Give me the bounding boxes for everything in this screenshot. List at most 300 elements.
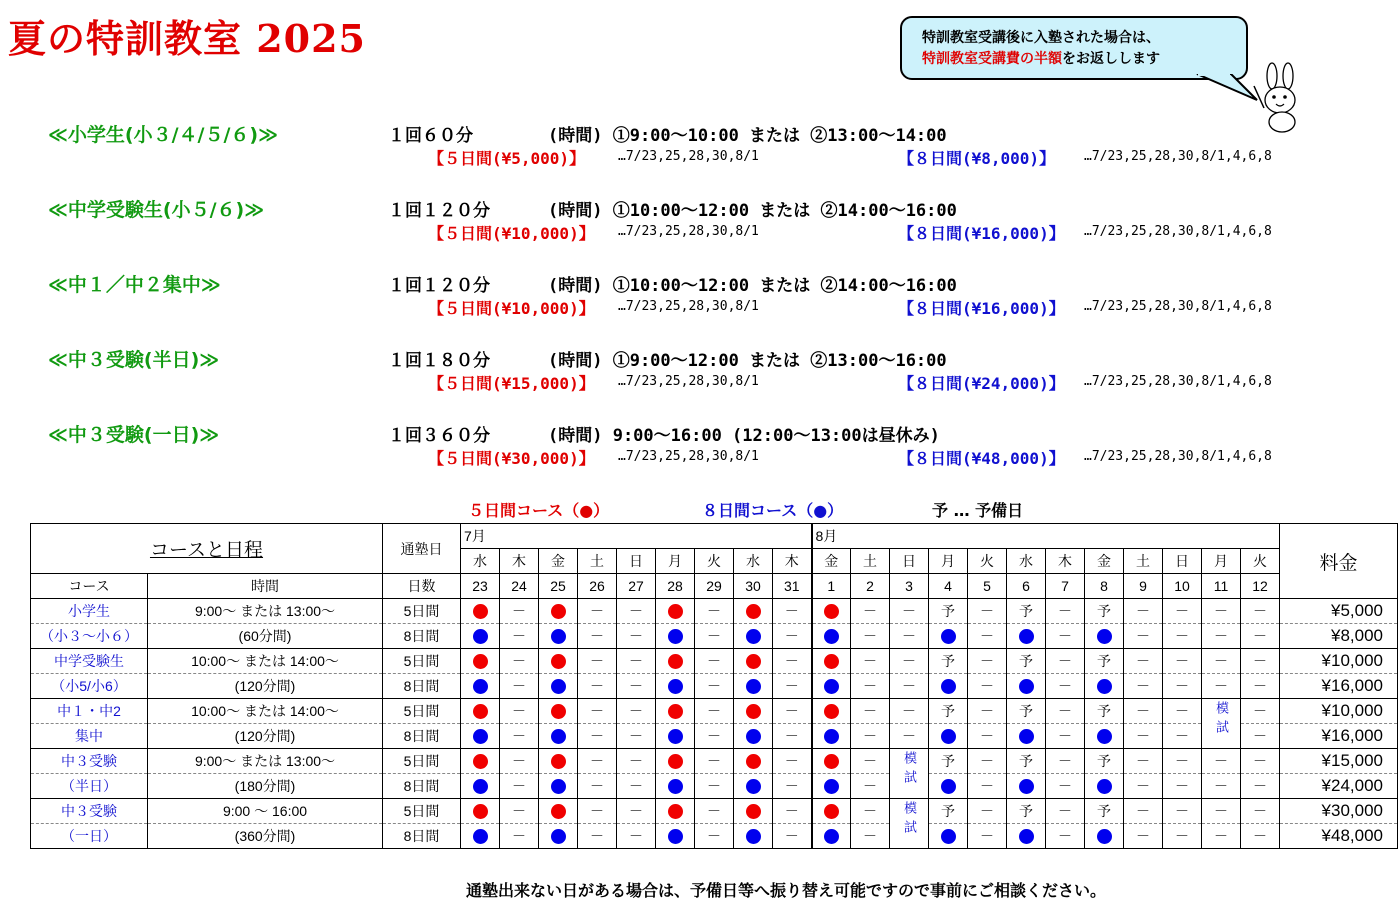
empty-day-cell: － <box>1241 599 1280 624</box>
empty-day-cell: － <box>1046 774 1085 799</box>
empty-day-cell: － <box>968 749 1007 774</box>
five-day-dot <box>656 649 695 674</box>
empty-day-cell: － <box>500 774 539 799</box>
date-cell: 25 <box>539 574 578 599</box>
weekday-cell: 木 <box>1046 549 1085 574</box>
eight-day-dot <box>539 774 578 799</box>
empty-day-cell: － <box>968 649 1007 674</box>
weekday-cell: 金 <box>539 549 578 574</box>
empty-day-cell: － <box>773 824 812 849</box>
attend-header: 通塾日 <box>383 524 461 574</box>
empty-day-cell: － <box>578 774 617 799</box>
reserve-day-cell: 予 <box>1085 649 1124 674</box>
weekday-cell: 火 <box>695 549 734 574</box>
empty-day-cell: － <box>1124 624 1163 649</box>
empty-day-cell: － <box>1124 799 1163 824</box>
course-time-cell: 10:00～ または 14:00～ <box>148 699 383 724</box>
table-row <box>31 599 1398 624</box>
fee-cell: ¥5,000 <box>1280 599 1398 624</box>
empty-day-cell: － <box>968 724 1007 749</box>
legend-eight-day: ８日間コース（●） <box>702 501 844 520</box>
mock-exam-cell <box>890 799 929 849</box>
red-dot-icon <box>473 704 488 719</box>
five-day-price: 【５日間(¥5,000)】 <box>428 149 586 168</box>
empty-day-cell: － <box>578 624 617 649</box>
five-day-dot <box>656 799 695 824</box>
course-name-cell: 中３受験 <box>31 749 148 774</box>
empty-day-cell: － <box>617 674 656 699</box>
empty-day-cell: － <box>773 799 812 824</box>
reserve-day-cell: 予 <box>929 699 968 724</box>
empty-day-cell: － <box>890 699 929 724</box>
empty-day-cell: － <box>851 749 890 774</box>
date-cell: 6 <box>1007 574 1046 599</box>
course-time-cell: (180分間) <box>148 774 383 799</box>
reserve-day-cell: 予 <box>1007 699 1046 724</box>
empty-day-cell: － <box>1241 749 1280 774</box>
five-day-dot <box>734 599 773 624</box>
empty-day-cell: － <box>1163 799 1202 824</box>
red-dot-icon <box>746 704 761 719</box>
fee-cell: ¥30,000 <box>1280 799 1398 824</box>
eight-day-dot <box>734 624 773 649</box>
schedule-table <box>30 523 1398 849</box>
weekday-cell: 木 <box>500 549 539 574</box>
five-day-dates: …7/23,25,28,30,8/1 <box>618 224 759 239</box>
weekday-cell: 水 <box>461 549 500 574</box>
course-col-header: コース <box>31 574 148 599</box>
five-day-dot <box>656 699 695 724</box>
fee-cell: ¥48,000 <box>1280 824 1398 849</box>
table-title: コースと日程 <box>31 524 383 574</box>
empty-day-cell: － <box>1124 774 1163 799</box>
empty-day-cell: － <box>1124 599 1163 624</box>
table-row <box>31 649 1398 674</box>
empty-day-cell: － <box>578 674 617 699</box>
days-cell: 5日間 <box>383 599 461 624</box>
blue-dot-icon <box>824 779 839 794</box>
days-cell: 8日間 <box>383 624 461 649</box>
empty-day-cell: － <box>500 699 539 724</box>
blue-dot-icon <box>941 779 956 794</box>
legend-reserve: 予 … 予備日 <box>932 501 1024 520</box>
red-dot-icon <box>551 654 566 669</box>
five-day-dot <box>539 749 578 774</box>
red-dot-icon <box>746 604 761 619</box>
empty-day-cell: － <box>500 599 539 624</box>
reserve-day-cell: 予 <box>1007 749 1046 774</box>
red-dot-icon <box>746 754 761 769</box>
empty-day-cell: － <box>773 624 812 649</box>
blue-dot-icon <box>668 779 683 794</box>
course-time-cell: (360分間) <box>148 824 383 849</box>
blue-dot-icon <box>746 679 761 694</box>
eight-day-dot <box>461 774 500 799</box>
empty-day-cell: － <box>617 749 656 774</box>
eight-day-dot <box>929 824 968 849</box>
reserve-day-cell: 予 <box>1085 749 1124 774</box>
fee-cell: ¥16,000 <box>1280 674 1398 699</box>
days-cell: 5日間 <box>383 749 461 774</box>
date-cell: 4 <box>929 574 968 599</box>
empty-day-cell: － <box>851 824 890 849</box>
empty-day-cell: － <box>1241 724 1280 749</box>
eight-day-dot <box>1085 624 1124 649</box>
weekday-cell: 火 <box>968 549 1007 574</box>
empty-day-cell: － <box>1163 699 1202 724</box>
eight-day-dot <box>929 724 968 749</box>
weekday-cell: 水 <box>1007 549 1046 574</box>
empty-day-cell: － <box>578 749 617 774</box>
red-dot-icon <box>668 754 683 769</box>
course-time-cell: 9:00～ または 13:00～ <box>148 599 383 624</box>
empty-day-cell: － <box>1124 724 1163 749</box>
eight-day-dot <box>929 774 968 799</box>
eight-day-dot <box>539 674 578 699</box>
red-dot-icon <box>551 604 566 619</box>
reserve-day-cell: 予 <box>1007 649 1046 674</box>
blue-dot-icon <box>551 679 566 694</box>
eight-day-dot <box>461 624 500 649</box>
empty-day-cell: － <box>695 674 734 699</box>
empty-day-cell: － <box>968 799 1007 824</box>
empty-day-cell: － <box>617 799 656 824</box>
blue-dot-icon <box>668 829 683 844</box>
red-dot-icon <box>551 704 566 719</box>
empty-day-cell: － <box>890 624 929 649</box>
date-cell: 28 <box>656 574 695 599</box>
eight-day-dot <box>656 774 695 799</box>
notice-line-1: 特訓教室受講後に入塾された場合は、 <box>922 30 1160 46</box>
reserve-day-cell: 予 <box>1085 599 1124 624</box>
blue-dot-icon <box>824 729 839 744</box>
weekday-cell: 日 <box>890 549 929 574</box>
empty-day-cell: － <box>1046 649 1085 674</box>
empty-day-cell: － <box>617 649 656 674</box>
empty-day-cell: － <box>500 624 539 649</box>
date-cell: 31 <box>773 574 812 599</box>
five-day-dot <box>734 649 773 674</box>
empty-day-cell: － <box>617 774 656 799</box>
date-cell: 3 <box>890 574 929 599</box>
blue-dot-icon <box>668 629 683 644</box>
empty-day-cell: － <box>578 599 617 624</box>
date-cell: 24 <box>500 574 539 599</box>
course-name-cell: （小5/小6） <box>31 674 148 699</box>
course-time: (時間) 9:00～16:00 (12:00～13:00は昼休み) <box>548 426 940 446</box>
eight-day-dot <box>812 624 851 649</box>
empty-day-cell: － <box>1202 649 1241 674</box>
days-col-header: 日数 <box>383 574 461 599</box>
five-day-dot <box>461 699 500 724</box>
empty-day-cell: － <box>1046 624 1085 649</box>
table-row <box>31 799 1398 824</box>
eight-day-dot <box>1007 624 1046 649</box>
empty-day-cell: － <box>1124 649 1163 674</box>
blue-dot-icon <box>1097 629 1112 644</box>
empty-day-cell: － <box>695 799 734 824</box>
empty-day-cell: － <box>1202 824 1241 849</box>
date-cell: 12 <box>1241 574 1280 599</box>
eight-day-dot <box>734 774 773 799</box>
date-cell: 23 <box>461 574 500 599</box>
blue-dot-icon <box>551 779 566 794</box>
empty-day-cell: － <box>1241 699 1280 724</box>
blue-dot-icon <box>473 679 488 694</box>
empty-day-cell: － <box>851 724 890 749</box>
empty-day-cell: － <box>500 674 539 699</box>
empty-day-cell: － <box>617 624 656 649</box>
days-cell: 5日間 <box>383 649 461 674</box>
five-day-price: 【５日間(¥15,000)】 <box>428 374 595 393</box>
blue-dot-icon <box>473 779 488 794</box>
course-time-cell: (120分間) <box>148 724 383 749</box>
eight-day-dot <box>734 824 773 849</box>
empty-day-cell: － <box>968 699 1007 724</box>
empty-day-cell: － <box>617 699 656 724</box>
course-time-cell: 9:00～ または 13:00～ <box>148 749 383 774</box>
empty-day-cell: － <box>695 824 734 849</box>
fee-cell: ¥15,000 <box>1280 749 1398 774</box>
five-day-dot <box>734 749 773 774</box>
five-day-dot <box>734 699 773 724</box>
empty-day-cell: － <box>500 724 539 749</box>
empty-day-cell: － <box>617 724 656 749</box>
blue-dot-icon <box>551 829 566 844</box>
empty-day-cell: － <box>773 774 812 799</box>
red-dot-icon <box>824 604 839 619</box>
reserve-day-cell: 予 <box>929 599 968 624</box>
empty-day-cell: － <box>1241 799 1280 824</box>
course-name: ≪中３受験(半日)≫ <box>48 349 220 371</box>
weekday-cell: 金 <box>1085 549 1124 574</box>
course-time: (時間) ①9:00～12:00 または ②13:00～16:00 <box>548 351 947 371</box>
blue-dot-icon <box>473 829 488 844</box>
eight-day-dot <box>929 624 968 649</box>
blue-dot-icon <box>551 629 566 644</box>
empty-day-cell: － <box>617 824 656 849</box>
blue-dot-icon <box>941 629 956 644</box>
empty-day-cell: － <box>851 649 890 674</box>
five-day-dates: …7/23,25,28,30,8/1 <box>618 449 759 464</box>
five-day-dot <box>461 749 500 774</box>
empty-day-cell: － <box>968 774 1007 799</box>
course-block <box>48 195 1348 249</box>
eight-day-dot <box>656 624 695 649</box>
course-name: ≪中１／中２集中≫ <box>48 274 221 296</box>
empty-day-cell: － <box>773 599 812 624</box>
blue-dot-icon <box>1019 629 1034 644</box>
weekday-cell: 火 <box>1241 549 1280 574</box>
blue-dot-icon <box>941 679 956 694</box>
eight-day-dot <box>539 724 578 749</box>
eight-day-dot <box>1085 774 1124 799</box>
blue-dot-icon <box>1097 829 1112 844</box>
red-dot-icon <box>668 604 683 619</box>
five-day-price: 【５日間(¥10,000)】 <box>428 224 595 243</box>
red-dot-icon <box>551 754 566 769</box>
table-row <box>31 624 1398 649</box>
empty-day-cell: － <box>695 624 734 649</box>
reserve-day-cell: 予 <box>929 749 968 774</box>
empty-day-cell: － <box>578 724 617 749</box>
course-name-cell: （小３～小６） <box>31 624 148 649</box>
eight-day-dates: …7/23,25,28,30,8/1,4,6,8 <box>1084 299 1272 314</box>
eight-day-dot <box>461 824 500 849</box>
five-day-dot <box>812 799 851 824</box>
eight-day-dates: …7/23,25,28,30,8/1,4,6,8 <box>1084 449 1272 464</box>
empty-day-cell: － <box>851 799 890 824</box>
red-dot-icon <box>746 654 761 669</box>
fee-cell: ¥24,000 <box>1280 774 1398 799</box>
course-name-cell: 集中 <box>31 724 148 749</box>
weekday-cell: 日 <box>1163 549 1202 574</box>
days-cell: 8日間 <box>383 824 461 849</box>
blue-dot-icon <box>473 729 488 744</box>
empty-day-cell: － <box>578 699 617 724</box>
mock-exam-cell <box>1202 699 1241 749</box>
legend-five-day: ５日間コース（●） <box>468 501 610 520</box>
empty-day-cell: － <box>1046 749 1085 774</box>
date-cell: 5 <box>968 574 1007 599</box>
blue-dot-icon <box>1097 679 1112 694</box>
empty-day-cell: － <box>1046 824 1085 849</box>
weekday-cell: 土 <box>851 549 890 574</box>
course-name-cell: 小学生 <box>31 599 148 624</box>
eight-day-dot <box>656 824 695 849</box>
course-time-cell: (120分間) <box>148 674 383 699</box>
red-dot-icon <box>824 704 839 719</box>
five-day-dot <box>539 799 578 824</box>
empty-day-cell: － <box>1202 624 1241 649</box>
table-row <box>31 674 1398 699</box>
date-cell: 9 <box>1124 574 1163 599</box>
five-day-dot <box>812 699 851 724</box>
weekday-cell: 木 <box>773 549 812 574</box>
table-row <box>31 699 1398 724</box>
empty-day-cell: － <box>500 649 539 674</box>
empty-day-cell: － <box>890 674 929 699</box>
five-day-dot <box>461 599 500 624</box>
empty-day-cell: － <box>851 674 890 699</box>
blue-dot-icon <box>1019 679 1034 694</box>
weekday-cell: 月 <box>929 549 968 574</box>
fee-header: 料金 <box>1280 524 1398 599</box>
blue-dot-icon <box>746 729 761 744</box>
eight-day-dot <box>812 774 851 799</box>
course-name-cell: （一日） <box>31 824 148 849</box>
eight-day-dot <box>929 674 968 699</box>
empty-day-cell: － <box>968 674 1007 699</box>
days-cell: 5日間 <box>383 699 461 724</box>
empty-day-cell: － <box>773 649 812 674</box>
course-duration: １回１８０分 <box>388 351 490 371</box>
empty-day-cell: － <box>1163 824 1202 849</box>
blue-dot-icon <box>1019 779 1034 794</box>
empty-day-cell: － <box>1046 599 1085 624</box>
red-dot-icon <box>473 754 488 769</box>
empty-day-cell: － <box>851 699 890 724</box>
month-july: 7月 <box>461 524 812 549</box>
table-row <box>31 749 1398 774</box>
empty-day-cell: － <box>1202 599 1241 624</box>
eight-day-dot <box>812 824 851 849</box>
eight-day-dot <box>656 724 695 749</box>
eight-day-dates: …7/23,25,28,30,8/1,4,6,8 <box>1084 374 1272 389</box>
empty-day-cell: － <box>890 649 929 674</box>
eight-day-price: 【８日間(¥16,000)】 <box>898 299 1065 318</box>
five-day-dot <box>734 799 773 824</box>
red-dot-icon <box>473 604 488 619</box>
eight-day-dot <box>461 724 500 749</box>
blue-dot-icon <box>824 829 839 844</box>
days-cell: 8日間 <box>383 674 461 699</box>
five-day-dot <box>812 649 851 674</box>
reserve-day-cell: 予 <box>1007 799 1046 824</box>
eight-day-price: 【８日間(¥48,000)】 <box>898 449 1065 468</box>
mock-exam-cell <box>890 749 929 799</box>
empty-day-cell: － <box>1202 749 1241 774</box>
course-duration: １回１２０分 <box>388 201 490 221</box>
empty-day-cell: － <box>851 774 890 799</box>
five-day-dates: …7/23,25,28,30,8/1 <box>618 149 759 164</box>
empty-day-cell: － <box>1202 674 1241 699</box>
empty-day-cell: － <box>1241 649 1280 674</box>
table-row <box>31 824 1398 849</box>
blue-dot-icon <box>746 779 761 794</box>
empty-day-cell: － <box>500 799 539 824</box>
empty-day-cell: － <box>1163 599 1202 624</box>
reserve-day-cell: 予 <box>1007 599 1046 624</box>
course-name: ≪中学受験生(小５/６)≫ <box>48 199 265 221</box>
course-name-cell: （半日） <box>31 774 148 799</box>
empty-day-cell: － <box>578 799 617 824</box>
date-cell: 27 <box>617 574 656 599</box>
empty-day-cell: － <box>1124 824 1163 849</box>
empty-day-cell: － <box>1202 799 1241 824</box>
red-dot-icon <box>473 654 488 669</box>
month-august: 8月 <box>812 524 1280 549</box>
red-dot-icon <box>746 804 761 819</box>
eight-day-dot <box>1007 674 1046 699</box>
red-dot-icon <box>668 654 683 669</box>
eight-day-dot <box>1007 724 1046 749</box>
course-name: ≪中３受験(一日)≫ <box>48 424 220 446</box>
reserve-day-cell: 予 <box>1085 799 1124 824</box>
blue-dot-icon <box>1019 729 1034 744</box>
blue-dot-icon <box>746 629 761 644</box>
blue-dot-icon <box>1097 779 1112 794</box>
red-dot-icon <box>824 754 839 769</box>
red-dot-icon <box>668 704 683 719</box>
empty-day-cell: － <box>1163 674 1202 699</box>
eight-day-dot <box>539 824 578 849</box>
mock-exam-label: 模試 <box>1214 701 1229 739</box>
course-time-cell: (60分間) <box>148 624 383 649</box>
empty-day-cell: － <box>851 624 890 649</box>
empty-day-cell: － <box>1241 624 1280 649</box>
course-block <box>48 270 1348 324</box>
blue-dot-icon <box>824 629 839 644</box>
course-block <box>48 120 1348 174</box>
five-day-price: 【５日間(¥30,000)】 <box>428 449 595 468</box>
empty-day-cell: － <box>578 649 617 674</box>
fee-cell: ¥8,000 <box>1280 624 1398 649</box>
course-block <box>48 345 1348 399</box>
table-row <box>31 774 1398 799</box>
empty-day-cell: － <box>1124 674 1163 699</box>
empty-day-cell: － <box>1241 674 1280 699</box>
